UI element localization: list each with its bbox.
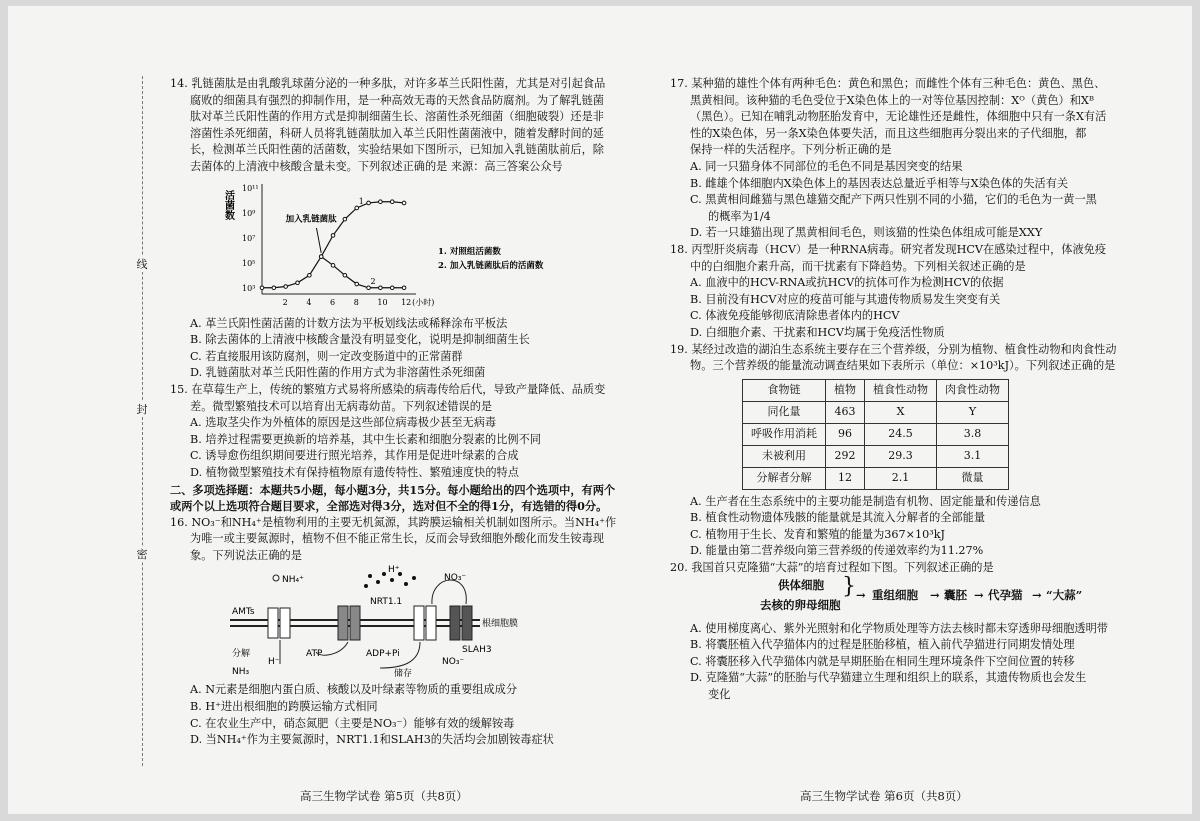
option-b: B. 培养过程需要更换新的培养基，其中生长素和细胞分裂素的比例不同 <box>190 432 541 446</box>
chart-point <box>402 286 406 290</box>
chart-ylabel: 活菌数 <box>222 189 234 220</box>
question-text: 为唯一或主要氮源时，植物不但不能正常生长，反而会导致细胞外酸化而发生铵毒现 <box>190 532 604 546</box>
clone-diagram <box>760 573 1140 621</box>
chart-xlabel: (小时) <box>412 297 435 307</box>
chart-point <box>331 263 335 267</box>
section-2-heading <box>170 482 625 515</box>
chart-x-tick: 8 <box>353 297 359 307</box>
no3-top-label: NO₃⁻ <box>444 573 467 584</box>
option-c: C. 诱导愈伤组织期间要进行照光培养，其作用是促进叶绿素的合成 <box>190 449 519 463</box>
table-header: 植物 <box>826 379 865 401</box>
adp-label: ADP+Pi <box>366 649 400 660</box>
question-text: 溶菌性杀死细菌，科研人员将乳链菌肽加入革兰氏阳性菌菌液中，随着发酵时间的延 <box>190 126 604 140</box>
nh3-label: NH₃ <box>232 667 250 678</box>
chart-point <box>355 282 359 286</box>
option-a: A. 使用梯度离心、紫外光照射和化学物质处理等方法去核时都未穿透卵母细胞透明带 <box>690 621 1108 635</box>
question-text: 20. 我国首只克隆猫“大蒜”的培育过程如下图。下列叙述正确的是 <box>670 561 994 575</box>
option-c: C. 若直接服用该防腐剂，则一定改变肠道中的正常菌群 <box>190 349 463 363</box>
merge-arrow: → <box>856 587 866 602</box>
option-c: C. 体液免疫能够彻底清除患者体内的HCV <box>690 309 900 323</box>
amts-channel <box>280 608 290 638</box>
slah3-label: SLAH3 <box>462 645 492 656</box>
question-15 <box>170 382 625 482</box>
table-cell: 29.3 <box>865 445 937 467</box>
chart-point <box>402 201 406 205</box>
page-footer-left: 高三生物学试卷 第5页（共8页） <box>300 789 468 803</box>
h-label: H⁺ <box>388 565 400 576</box>
option-d: D. 植物微型繁殖技术有保持植物原有遗传特性、繁殖速度快的特点 <box>190 465 519 479</box>
membrane-diagram-svg <box>170 564 625 682</box>
question-14 <box>170 76 625 382</box>
membrane-label: 根细胞膜 <box>482 619 519 630</box>
question-text: 物。三个营养级的能量流动调查结果如下表所示（单位：×10³kJ）。下列叙述正确的是 <box>690 359 1116 373</box>
option-d: D. 若一只雄猫出现了黑黄相间毛色，则该猫的性染色体组成可能是XXY <box>690 226 1043 240</box>
table-cell: 同化量 <box>743 401 826 423</box>
question-text: 象。下列说法正确的是 <box>190 548 302 562</box>
section-text: 二、多项选择题：本题共5小题，每小题3分，共15分。每小题给出的四个选项中，有两个 <box>170 482 616 497</box>
surrogate-label: 代孕猫 <box>988 587 1023 602</box>
egg-cell-label: 去核的卵母细胞 <box>760 597 841 612</box>
chart-point <box>343 273 347 277</box>
decompose-label: 分解 <box>232 649 251 660</box>
right-column <box>670 76 1140 704</box>
question-text: 去菌体的上清液中核酸含量未变。下列叙述正确的是 来源：高三答案公众号 <box>190 159 563 173</box>
chart-point <box>390 199 394 203</box>
chart-annotation: 加入乳链菌肽 <box>285 214 337 225</box>
chart-point <box>379 199 383 203</box>
chart-point <box>355 206 359 210</box>
chart-legend-item: 2. 加入乳链菌肽后的活菌数 <box>438 260 544 271</box>
chart-series-label: 1 <box>358 196 364 206</box>
bacteria-chart <box>170 176 625 316</box>
option-a: A. 血液中的HCV-RNA或抗HCV的抗体可作为检测HCV的依据 <box>690 276 1004 290</box>
question-text: 保持一样的失活程序。下列分析正确的是 <box>690 143 892 157</box>
question-text: 腐败的细菌具有强烈的抑制作用，是一种高效无毒的天然食品防腐剂。为了解乳链菌 <box>190 93 604 107</box>
question-17 <box>670 76 1140 242</box>
chart-y-tick: 10⁷ <box>242 233 256 243</box>
question-text: 肽对革兰氏阳性菌的作用方式是抑制细菌生长、溶菌性杀死细菌（细胞破裂）还是非 <box>190 110 604 124</box>
arrow: → <box>930 587 940 602</box>
binding-line <box>142 76 143 766</box>
chart-point <box>367 201 371 205</box>
chart-x-tick: 2 <box>282 297 288 307</box>
option-c: C. 在农业生产中，硝态氮肥（主要是NO₃⁻）能够有效的缓解铵毒 <box>190 716 515 730</box>
table-header: 肉食性动物 <box>937 379 1009 401</box>
slah3-channel <box>462 606 472 640</box>
proton-pump <box>338 606 348 640</box>
h-bottom-label: H⁻ <box>268 657 280 668</box>
section-text: 或两个以上选项符合题目要求，全部选对得3分，选对但不全的得1分，有选错的得0分。 <box>170 499 608 514</box>
left-column <box>170 76 625 749</box>
option-c: C. 黑黄相间雌猫与黑色雄猫交配产下两只性别不同的小猫，它们的毛色为一黄一黑 <box>690 193 1097 207</box>
option-b: B. 目前没有HCV对应的疫苗可能与其遗传物质易发生突变有关 <box>690 292 1001 306</box>
question-text: 差。微型繁殖技术可以培育出无病毒幼苗。下列叙述错误的是 <box>190 399 493 413</box>
chart-point <box>272 286 276 290</box>
question-text: 16. NO₃⁻和NH₄⁺是植物利用的主要无机氮源，其跨膜运输相关机制如图所示。当NH₄⁺作 <box>170 515 617 529</box>
table-cell: 292 <box>826 445 865 467</box>
chart-x-tick: 12 <box>401 297 412 307</box>
nrt-label: NRT1.1 <box>370 597 403 608</box>
chart-point <box>367 286 371 290</box>
amts-channel <box>268 608 278 638</box>
proton-pump <box>350 606 360 640</box>
option-d: D. 白细胞介素、干扰素和HCV均属于免疫活性物质 <box>690 325 945 339</box>
chart-point <box>390 286 394 290</box>
table-cell: 未被利用 <box>743 445 826 467</box>
chart-point <box>284 284 288 288</box>
option-d: D. 乳链菌肽对革兰氏阳性菌的作用方式为非溶菌性杀死细菌 <box>190 366 486 380</box>
chart-point <box>319 254 323 258</box>
option-c: C. 将囊胚移入代孕猫体内就是早期胚胎在相同生理环境条件下空间位置的转移 <box>690 654 1075 668</box>
chart-y-tick: 10³ <box>242 283 256 293</box>
binding-mark: 密 <box>134 546 150 562</box>
table-cell: 463 <box>826 401 865 423</box>
no3-cycle-arrow <box>432 580 466 604</box>
option-b: B. H⁺进出根细胞的跨膜运输方式相同 <box>190 700 378 714</box>
option-c-cont: 的概率为1/4 <box>708 209 771 223</box>
option-b: B. 植食性动物遗体残骸的能量就是其流入分解者的全部能量 <box>690 511 986 525</box>
chart-y-tick: 10¹¹ <box>242 183 259 193</box>
question-text: 19. 某经过改造的湖泊生态系统主要存在三个营养级，分别为植物、植食性动物和肉食性动 <box>670 342 1117 356</box>
option-d: D. 能量由第二营养级向第三营养级的传递效率约为11.27% <box>690 544 984 558</box>
slah3-channel <box>450 606 460 640</box>
table-cell: Y <box>937 401 1009 423</box>
option-a: A. 革兰氏阳性菌活菌的计数方法为平板划线法或稀释涂布平板法 <box>190 316 508 330</box>
chart-point <box>296 281 300 285</box>
question-text: （黑色）。已知在哺乳动物胚胎发育中，无论雄性还是雌性，体细胞中只有一条X有活 <box>690 110 1107 124</box>
chart-point <box>331 233 335 237</box>
question-20 <box>670 560 1140 704</box>
merge-brace: } <box>842 573 856 599</box>
option-a: A. 选取茎尖作为外植体的原因是这些部位病毒极少甚至无病毒 <box>190 416 497 430</box>
option-c: C. 植物用于生长、发育和繁殖的能量为367×10³kJ <box>690 527 945 541</box>
membrane-diagram <box>170 564 625 682</box>
question-text: 黑黄相间。该种猫的毛色受位于X染色体上的一对等位基因控制：Xᴼ（黄色）和Xᴮ <box>690 93 1095 107</box>
nrt-transporter <box>414 606 424 640</box>
binding-mark: 线 <box>134 256 150 272</box>
table-cell: 12 <box>826 467 865 489</box>
table-cell: 呼吸作用消耗 <box>743 423 826 445</box>
amts-label: AMTs <box>232 607 255 618</box>
table-cell: X <box>865 401 937 423</box>
chart-series-line <box>321 256 404 287</box>
table-cell: 微量 <box>937 467 1009 489</box>
chart-point <box>379 286 383 290</box>
table-cell: 96 <box>826 423 865 445</box>
bacteria-chart-svg <box>170 176 625 316</box>
nh4-label: NH₄⁺ <box>282 575 304 586</box>
table-header: 植食性动物 <box>865 379 937 401</box>
option-a: A. N元素是细胞内蛋白质、核酸以及叶绿素等物质的重要组成成分 <box>190 683 518 697</box>
chart-x-tick: 10 <box>377 297 388 307</box>
question-18 <box>670 242 1140 342</box>
question-text: 中的白细胞介素升高，而干扰素有下降趋势。下列相关叙述正确的是 <box>690 259 1026 273</box>
question-text: 18. 丙型肝炎病毒（HCV）是一种RNA病毒。研究者发现HCV在感染过程中，体液免疫 <box>670 242 1107 256</box>
chart-annotation-arrow <box>316 227 321 252</box>
option-d-cont: 变化 <box>708 688 731 702</box>
table-cell: 分解者分解 <box>743 467 826 489</box>
table-cell: 24.5 <box>865 423 937 445</box>
chart-y-tick: 10⁹ <box>242 208 256 218</box>
question-text: 15. 在草莓生产上，传统的繁殖方式易将所感染的病毒传给后代，导致产量降低、品质变 <box>170 382 606 396</box>
table-row <box>743 423 1009 445</box>
table-header: 食物链 <box>743 379 826 401</box>
atp-label: ATP <box>306 649 323 660</box>
binding-mark: 封 <box>134 401 150 417</box>
question-text: 17. 某种猫的雄性个体有两种毛色：黄色和黑色；而雌性个体有三种毛色：黄色、黑色、 <box>670 77 1106 90</box>
no3-bottom-label: NO₃⁻ <box>442 657 465 668</box>
table-row <box>743 445 1009 467</box>
chart-point <box>343 217 347 221</box>
table-cell: 2.1 <box>865 467 937 489</box>
arrow: → <box>974 587 984 602</box>
chart-legend-item: 1. 对照组活菌数 <box>438 246 501 257</box>
table-row <box>743 401 1009 423</box>
option-b: B. 除去菌体的上清液中核酸含量没有明显变化，说明是抑制细菌生长 <box>190 333 530 347</box>
nh4-molecule <box>273 575 279 581</box>
question-19 <box>670 342 1140 561</box>
chart-point <box>260 286 264 290</box>
nrt-transporter <box>426 606 436 640</box>
chart-y-tick: 10⁵ <box>242 258 256 268</box>
table-header-row <box>743 379 1009 401</box>
chart-series-label: 2 <box>370 276 376 286</box>
donor-cell-label: 供体细胞 <box>778 577 824 592</box>
question-text: 性的X染色体，另一条X染色体要失活，而且这些细胞再分裂出来的子代细胞，都 <box>690 126 1087 140</box>
result-label: “大蒜” <box>1046 587 1083 602</box>
option-d: D. 克隆猫“大蒜”的胚胎与代孕猫建立生理和组织上的联系，其遗传物质也会发生 <box>690 671 1087 685</box>
option-d: D. 当NH₄⁺作为主要氮源时，NRT1.1和SLAH3的失活均会加剧铵毒症状 <box>190 733 554 747</box>
option-a: A. 生产者在生态系统中的主要功能是制造有机物、固定能量和传递信息 <box>690 494 1041 508</box>
chart-x-tick: 4 <box>306 297 312 307</box>
question-text: 14. 乳链菌肽是由乳酸乳球菌分泌的一种多肽，对许多革兰氏阳性菌，尤其是对引起食品 <box>170 77 606 90</box>
arrow: → <box>1032 587 1042 602</box>
option-a: A. 同一只猫身体不同部位的毛色不同是基因突变的结果 <box>690 159 963 173</box>
chart-x-tick: 6 <box>330 297 336 307</box>
table-cell: 3.1 <box>937 445 1009 467</box>
store-label: 储存 <box>394 669 413 680</box>
table-cell: 3.8 <box>937 423 1009 445</box>
table-row <box>743 467 1009 489</box>
chart-point <box>308 273 312 277</box>
recombined-cell-label: 重组细胞 <box>872 587 918 602</box>
page-footer-right: 高三生物学试卷 第6页（共8页） <box>800 789 968 803</box>
blastocyst-label: 囊胚 <box>944 587 967 602</box>
energy-table <box>742 379 1009 490</box>
option-b: B. 将囊胚植入代孕猫体内的过程是胚胎移植，植入前代孕猫进行同期发情处理 <box>690 638 1075 652</box>
option-b: B. 雌雄个体细胞内X染色体上的基因表达总量近乎相等与X染色体的失活有关 <box>690 176 1069 190</box>
question-16 <box>170 515 625 749</box>
question-text: 长，检测革兰氏阳性菌的活菌数，实验结果如下图所示，已知加入乳链菌肽前后，除 <box>190 143 604 157</box>
